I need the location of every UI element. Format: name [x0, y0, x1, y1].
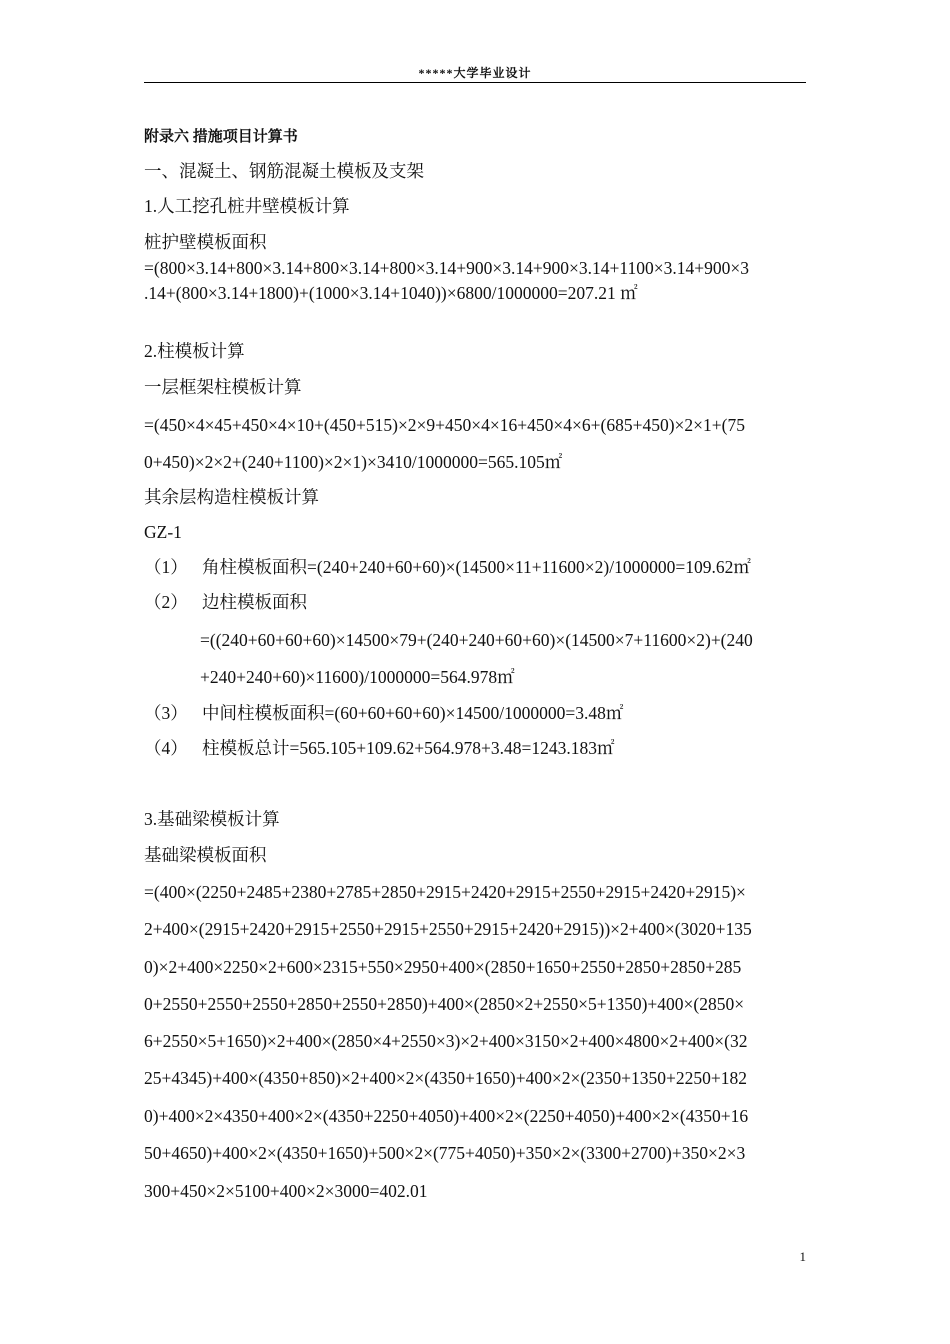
foundation-beam-formula-line: 2+400×(2915+2420+2915+2550+2915+2550+2915+2420+2915))×2+400×(3020+135	[144, 919, 752, 939]
pile-wall-formula-line: .14+(800×3.14+1800)+(1000×3.14+1040))×6800/1000000=207.21 ㎡	[144, 283, 638, 303]
item-text: 角柱模板面积=(240+240+60+60)×(14500×11+11600×2)/1000000=109.62㎡	[202, 557, 751, 577]
list-item	[144, 701, 623, 725]
section-heading: 一、混凝土、钢筋混凝土模板及支架	[144, 161, 424, 181]
foundation-beam-formula-line: 50+4650)+400×2×(4350+1650)+500×2×(775+4050)+350×2×(3300+2700)+350×2×3	[144, 1143, 746, 1163]
subsection-heading-2: 2.柱模板计算	[144, 341, 245, 361]
pile-wall-formula-line: =(800×3.14+800×3.14+800×3.14+800×3.14+900×3.14+900×3.14+1100×3.14+900×3	[144, 258, 749, 278]
foundation-beam-formula-line: 300+450×2×5100+400×2×3000=402.01	[144, 1181, 428, 1201]
item-number: （4）	[144, 738, 188, 758]
page-number: 1	[799, 1249, 806, 1264]
item-number: （2）	[144, 592, 188, 612]
item-text: 边柱模板面积	[202, 592, 307, 612]
construct-column-label: 其余层构造柱模板计算	[144, 487, 319, 507]
header-rule	[144, 82, 806, 83]
edge-column-formula-line: =((240+60+60+60)×14500×79+(240+240+60+60)×(14500×7+11600×2)+(240	[200, 630, 753, 650]
edge-column-formula-line: +240+240+60)×11600)/1000000=564.978㎡	[200, 667, 515, 687]
item-number: （3）	[144, 703, 188, 723]
frame-column-label: 一层框架柱模板计算	[144, 377, 302, 397]
page-header: *****大学毕业设计	[418, 66, 532, 80]
foundation-beam-formula-line: 0)×2+400×2250×2+600×2315+550×2950+400×(2850+1650+2550+2850+2850+285	[144, 957, 742, 977]
item-text: 柱模板总计=565.105+109.62+564.978+3.48=1243.183㎡	[202, 738, 615, 758]
list-item	[144, 736, 614, 760]
foundation-beam-formula-line: 0+2550+2550+2550+2850+2550+2850)+400×(2850×2+2550×5+1350)+400×(2850×	[144, 994, 745, 1014]
foundation-beam-formula-line: 25+4345)+400×(4350+850)×2+400×2×(4350+1650)+400×2×(2350+1350+2250+182	[144, 1068, 748, 1088]
foundation-beam-formula-line: 6+2550×5+1650)×2+400×(2850×4+2550×3)×2+400×3150×2+400×4800×2+400×(32	[144, 1031, 748, 1051]
subsection-heading-1: 1.人工挖孔桩井壁模板计算	[144, 196, 350, 216]
pile-wall-label: 桩护壁模板面积	[144, 232, 267, 252]
frame-column-formula-line: 0+450)×2×2+(240+1100)×2×1)×3410/1000000=565.105㎡	[144, 452, 563, 472]
subsection-heading-3: 3.基础梁模板计算	[144, 809, 280, 829]
gz-label: GZ-1	[144, 522, 182, 542]
foundation-beam-formula-line: 0)+400×2×4350+400×2×(4350+2250+4050)+400×2×(2250+4050)+400×2×(4350+16	[144, 1106, 749, 1126]
item-number: （1）	[144, 557, 188, 577]
item-text: 中间柱模板面积=(60+60+60+60)×14500/1000000=3.48㎡	[202, 703, 624, 723]
frame-column-formula-line: =(450×4×45+450×4×10+(450+515)×2×9+450×4×16+450×4×6+(685+450)×2×1+(75	[144, 415, 745, 435]
appendix-title: 附录六 措施项目计算书	[144, 129, 298, 145]
list-item	[144, 555, 751, 579]
foundation-beam-formula-line: =(400×(2250+2485+2380+2785+2850+2915+2420+2915+2550+2915+2420+2915)×	[144, 882, 746, 902]
list-item	[144, 590, 307, 614]
foundation-beam-label: 基础梁模板面积	[144, 845, 267, 865]
